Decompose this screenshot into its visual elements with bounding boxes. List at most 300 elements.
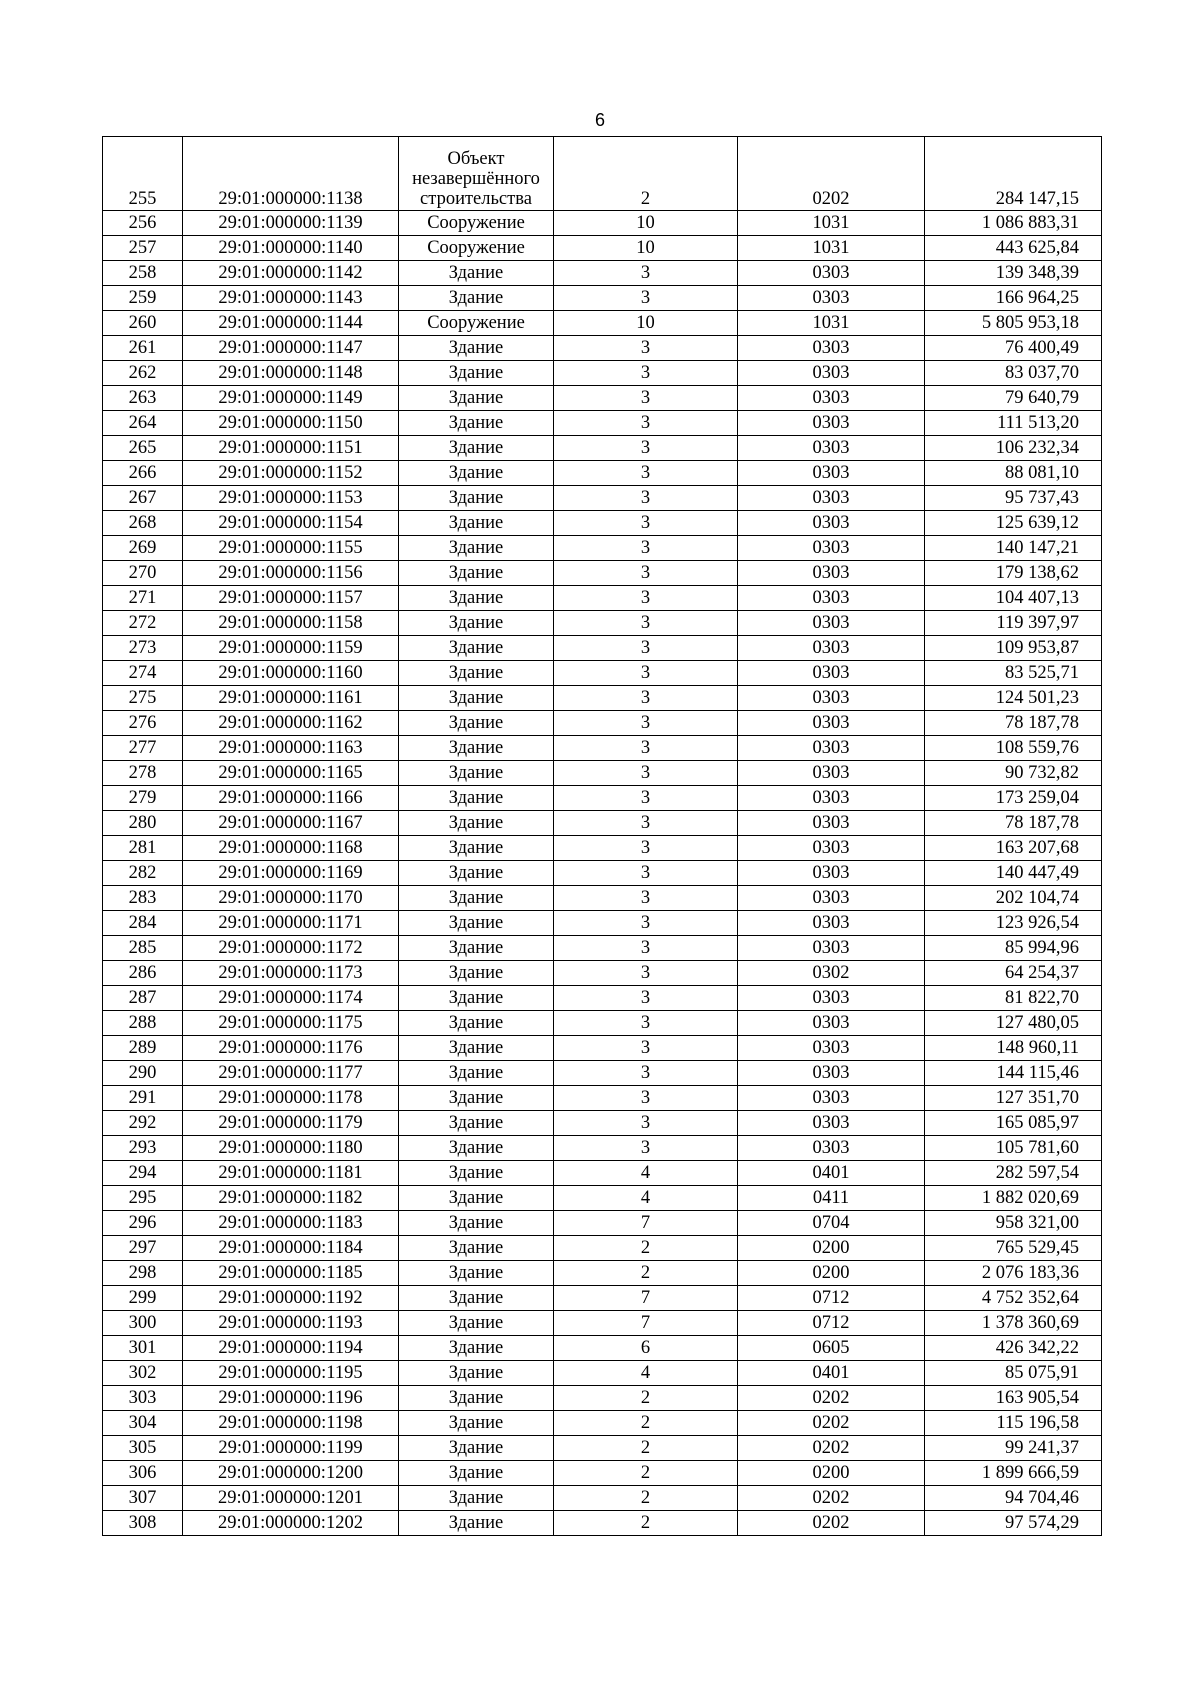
table-row <box>103 1161 1102 1186</box>
cadastral-number-cell: 29:01:000000:1175 <box>183 1011 399 1036</box>
object-type-cell: Здание <box>399 1511 554 1536</box>
row-number-cell: 271 <box>103 586 183 611</box>
table-row <box>103 1111 1102 1136</box>
object-type-cell: Здание <box>399 1211 554 1236</box>
value-cell: 1 086 883,31 <box>925 211 1102 236</box>
cadastral-number-cell: 29:01:000000:1154 <box>183 511 399 536</box>
object-type-cell: Сооружение <box>399 311 554 336</box>
row-number-cell: 296 <box>103 1211 183 1236</box>
cadastral-number-cell: 29:01:000000:1180 <box>183 1136 399 1161</box>
object-type-cell: Сооружение <box>399 236 554 261</box>
cadastral-number-cell: 29:01:000000:1150 <box>183 411 399 436</box>
code-cell: 0303 <box>738 336 925 361</box>
group-cell: 4 <box>554 1361 738 1386</box>
group-cell: 3 <box>554 536 738 561</box>
value-cell: 163 905,54 <box>925 1386 1102 1411</box>
table-row <box>103 1361 1102 1386</box>
code-cell: 0202 <box>738 1411 925 1436</box>
cadastral-number-cell: 29:01:000000:1153 <box>183 486 399 511</box>
code-cell: 0302 <box>738 961 925 986</box>
value-cell: 163 207,68 <box>925 836 1102 861</box>
object-type-cell: Здание <box>399 1086 554 1111</box>
code-cell: 0303 <box>738 861 925 886</box>
table-row <box>103 636 1102 661</box>
value-cell: 125 639,12 <box>925 511 1102 536</box>
code-cell: 0411 <box>738 1186 925 1211</box>
value-cell: 123 926,54 <box>925 911 1102 936</box>
row-number-cell: 273 <box>103 636 183 661</box>
value-cell: 83 037,70 <box>925 361 1102 386</box>
code-cell: 0202 <box>738 1486 925 1511</box>
code-cell: 0303 <box>738 461 925 486</box>
object-type-cell: Здание <box>399 1011 554 1036</box>
value-cell: 765 529,45 <box>925 1236 1102 1261</box>
object-type-cell: Здание <box>399 861 554 886</box>
value-cell: 1 899 666,59 <box>925 1461 1102 1486</box>
object-type-cell: Здание <box>399 586 554 611</box>
row-number-cell: 302 <box>103 1361 183 1386</box>
row-number-cell: 305 <box>103 1436 183 1461</box>
object-type-cell: Здание <box>399 661 554 686</box>
cadastral-number-cell: 29:01:000000:1172 <box>183 936 399 961</box>
object-type-cell: Здание <box>399 386 554 411</box>
object-type-cell: Здание <box>399 1236 554 1261</box>
cadastral-number-cell: 29:01:000000:1142 <box>183 261 399 286</box>
code-cell: 0303 <box>738 786 925 811</box>
registry-table <box>102 136 1102 1536</box>
table-row <box>103 1261 1102 1286</box>
cadastral-number-cell: 29:01:000000:1156 <box>183 561 399 586</box>
object-type-cell: Здание <box>399 336 554 361</box>
cadastral-number-cell: 29:01:000000:1192 <box>183 1286 399 1311</box>
value-cell: 127 351,70 <box>925 1086 1102 1111</box>
table-row <box>103 786 1102 811</box>
value-cell: 78 187,78 <box>925 811 1102 836</box>
table-row <box>103 961 1102 986</box>
row-number-cell: 298 <box>103 1261 183 1286</box>
value-cell: 119 397,97 <box>925 611 1102 636</box>
code-cell: 0303 <box>738 511 925 536</box>
group-cell: 2 <box>554 1261 738 1286</box>
table-row <box>103 986 1102 1011</box>
row-number-cell: 289 <box>103 1036 183 1061</box>
object-type-cell: Здание <box>399 811 554 836</box>
cadastral-number-cell: 29:01:000000:1148 <box>183 361 399 386</box>
value-cell: 106 232,34 <box>925 436 1102 461</box>
object-type-cell: Здание <box>399 436 554 461</box>
table-row <box>103 461 1102 486</box>
value-cell: 2 076 183,36 <box>925 1261 1102 1286</box>
object-type-cell: Здание <box>399 1411 554 1436</box>
code-cell: 0303 <box>738 661 925 686</box>
group-cell: 10 <box>554 211 738 236</box>
table-row <box>103 1311 1102 1336</box>
code-cell: 0704 <box>738 1211 925 1236</box>
cadastral-number-cell: 29:01:000000:1160 <box>183 661 399 686</box>
row-number-cell: 291 <box>103 1086 183 1111</box>
row-number-cell: 257 <box>103 236 183 261</box>
code-cell: 0303 <box>738 436 925 461</box>
value-cell: 109 953,87 <box>925 636 1102 661</box>
row-number-cell: 277 <box>103 736 183 761</box>
group-cell: 3 <box>554 1061 738 1086</box>
group-cell: 3 <box>554 1086 738 1111</box>
code-cell: 0303 <box>738 261 925 286</box>
table-row <box>103 586 1102 611</box>
cadastral-number-cell: 29:01:000000:1149 <box>183 386 399 411</box>
group-cell: 3 <box>554 886 738 911</box>
cadastral-number-cell: 29:01:000000:1201 <box>183 1486 399 1511</box>
row-number-cell: 275 <box>103 686 183 711</box>
object-type-cell: Здание <box>399 1136 554 1161</box>
row-number-cell: 268 <box>103 511 183 536</box>
object-type-cell: Здание <box>399 261 554 286</box>
value-cell: 202 104,74 <box>925 886 1102 911</box>
cadastral-number-cell: 29:01:000000:1174 <box>183 986 399 1011</box>
cadastral-number-cell: 29:01:000000:1199 <box>183 1436 399 1461</box>
group-cell: 4 <box>554 1186 738 1211</box>
cadastral-number-cell: 29:01:000000:1163 <box>183 736 399 761</box>
value-cell: 139 348,39 <box>925 261 1102 286</box>
code-cell: 0202 <box>738 1386 925 1411</box>
value-cell: 1 882 020,69 <box>925 1186 1102 1211</box>
value-cell: 97 574,29 <box>925 1511 1102 1536</box>
cadastral-number-cell: 29:01:000000:1184 <box>183 1236 399 1261</box>
code-cell: 0303 <box>738 1061 925 1086</box>
group-cell: 2 <box>554 1511 738 1536</box>
value-cell: 90 732,82 <box>925 761 1102 786</box>
table-row <box>103 611 1102 636</box>
object-type-cell: Здание <box>399 1336 554 1361</box>
cadastral-number-cell: 29:01:000000:1166 <box>183 786 399 811</box>
group-cell: 3 <box>554 586 738 611</box>
group-cell: 3 <box>554 461 738 486</box>
group-cell: 3 <box>554 261 738 286</box>
object-type-cell: Здание <box>399 1111 554 1136</box>
object-type-cell: Здание <box>399 1461 554 1486</box>
row-number-cell: 282 <box>103 861 183 886</box>
group-cell: 3 <box>554 811 738 836</box>
cadastral-number-cell: 29:01:000000:1183 <box>183 1211 399 1236</box>
registry-table-body <box>103 137 1102 1536</box>
table-row <box>103 1286 1102 1311</box>
value-cell: 124 501,23 <box>925 686 1102 711</box>
cadastral-number-cell: 29:01:000000:1167 <box>183 811 399 836</box>
table-row <box>103 1061 1102 1086</box>
group-cell: 3 <box>554 386 738 411</box>
page-number: 6 <box>594 110 605 130</box>
group-cell: 2 <box>554 137 738 211</box>
group-cell: 4 <box>554 1161 738 1186</box>
code-cell: 0303 <box>738 1136 925 1161</box>
value-cell: 148 960,11 <box>925 1036 1102 1061</box>
code-cell: 0605 <box>738 1336 925 1361</box>
row-number-cell: 294 <box>103 1161 183 1186</box>
row-number-cell: 288 <box>103 1011 183 1036</box>
object-type-cell: Здание <box>399 1486 554 1511</box>
code-cell: 0303 <box>738 761 925 786</box>
group-cell: 3 <box>554 511 738 536</box>
table-row <box>103 536 1102 561</box>
cadastral-number-cell: 29:01:000000:1140 <box>183 236 399 261</box>
table-row <box>103 861 1102 886</box>
cadastral-number-cell: 29:01:000000:1170 <box>183 886 399 911</box>
table-row <box>103 1386 1102 1411</box>
group-cell: 2 <box>554 1486 738 1511</box>
group-cell: 3 <box>554 661 738 686</box>
cadastral-number-cell: 29:01:000000:1158 <box>183 611 399 636</box>
object-type-cell: Здание <box>399 786 554 811</box>
row-number-cell: 264 <box>103 411 183 436</box>
code-cell: 0303 <box>738 1086 925 1111</box>
row-number-cell: 293 <box>103 1136 183 1161</box>
group-cell: 3 <box>554 286 738 311</box>
value-cell: 443 625,84 <box>925 236 1102 261</box>
object-type-cell: Сооружение <box>399 211 554 236</box>
object-type-cell: Здание <box>399 611 554 636</box>
group-cell: 3 <box>554 786 738 811</box>
group-cell: 7 <box>554 1286 738 1311</box>
group-cell: 3 <box>554 861 738 886</box>
cadastral-number-cell: 29:01:000000:1138 <box>183 137 399 211</box>
code-cell: 0303 <box>738 411 925 436</box>
code-cell: 0303 <box>738 536 925 561</box>
row-number-cell: 307 <box>103 1486 183 1511</box>
value-cell: 127 480,05 <box>925 1011 1102 1036</box>
cadastral-number-cell: 29:01:000000:1177 <box>183 1061 399 1086</box>
table-row <box>103 1136 1102 1161</box>
code-cell: 0401 <box>738 1361 925 1386</box>
value-cell: 140 147,21 <box>925 536 1102 561</box>
code-cell: 0303 <box>738 711 925 736</box>
code-cell: 1031 <box>738 236 925 261</box>
row-number-cell: 290 <box>103 1061 183 1086</box>
row-number-cell: 303 <box>103 1386 183 1411</box>
row-number-cell: 292 <box>103 1111 183 1136</box>
value-cell: 111 513,20 <box>925 411 1102 436</box>
code-cell: 0200 <box>738 1236 925 1261</box>
object-type-cell: Здание <box>399 686 554 711</box>
table-row <box>103 1186 1102 1211</box>
object-type-cell: Здание <box>399 1261 554 1286</box>
cadastral-number-cell: 29:01:000000:1193 <box>183 1311 399 1336</box>
value-cell: 958 321,00 <box>925 1211 1102 1236</box>
group-cell: 3 <box>554 361 738 386</box>
group-cell: 3 <box>554 836 738 861</box>
row-number-cell: 299 <box>103 1286 183 1311</box>
table-row <box>103 137 1102 211</box>
value-cell: 426 342,22 <box>925 1336 1102 1361</box>
table-row <box>103 286 1102 311</box>
cadastral-number-cell: 29:01:000000:1165 <box>183 761 399 786</box>
table-row <box>103 386 1102 411</box>
row-number-cell: 304 <box>103 1411 183 1436</box>
object-type-cell: Здание <box>399 636 554 661</box>
table-row <box>103 736 1102 761</box>
code-cell: 1031 <box>738 211 925 236</box>
cadastral-number-cell: 29:01:000000:1139 <box>183 211 399 236</box>
table-row <box>103 1411 1102 1436</box>
row-number-cell: 270 <box>103 561 183 586</box>
object-type-cell: Здание <box>399 1311 554 1336</box>
table-row <box>103 1486 1102 1511</box>
group-cell: 3 <box>554 1011 738 1036</box>
table-row <box>103 761 1102 786</box>
code-cell: 0303 <box>738 611 925 636</box>
group-cell: 3 <box>554 411 738 436</box>
value-cell: 76 400,49 <box>925 336 1102 361</box>
code-cell: 0303 <box>738 736 925 761</box>
value-cell: 88 081,10 <box>925 461 1102 486</box>
row-number-cell: 276 <box>103 711 183 736</box>
row-number-cell: 274 <box>103 661 183 686</box>
code-cell: 0712 <box>738 1311 925 1336</box>
object-type-cell: Здание <box>399 736 554 761</box>
value-cell: 81 822,70 <box>925 986 1102 1011</box>
object-type-cell: Здание <box>399 911 554 936</box>
row-number-cell: 301 <box>103 1336 183 1361</box>
cadastral-number-cell: 29:01:000000:1169 <box>183 861 399 886</box>
table-row <box>103 1436 1102 1461</box>
object-type-cell: Здание <box>399 1436 554 1461</box>
row-number-cell: 297 <box>103 1236 183 1261</box>
table-row <box>103 1211 1102 1236</box>
value-cell: 1 378 360,69 <box>925 1311 1102 1336</box>
table-row <box>103 1011 1102 1036</box>
group-cell: 3 <box>554 1136 738 1161</box>
object-type-cell: Здание <box>399 461 554 486</box>
group-cell: 3 <box>554 761 738 786</box>
code-cell: 0202 <box>738 137 925 211</box>
row-number-cell: 259 <box>103 286 183 311</box>
object-type-cell: Здание <box>399 1061 554 1086</box>
row-number-cell: 283 <box>103 886 183 911</box>
table-row <box>103 1461 1102 1486</box>
group-cell: 10 <box>554 311 738 336</box>
value-cell: 78 187,78 <box>925 711 1102 736</box>
value-cell: 95 737,43 <box>925 486 1102 511</box>
row-number-cell: 266 <box>103 461 183 486</box>
cadastral-number-cell: 29:01:000000:1176 <box>183 1036 399 1061</box>
table-row <box>103 711 1102 736</box>
cadastral-number-cell: 29:01:000000:1202 <box>183 1511 399 1536</box>
cadastral-number-cell: 29:01:000000:1182 <box>183 1186 399 1211</box>
group-cell: 3 <box>554 561 738 586</box>
value-cell: 144 115,46 <box>925 1061 1102 1086</box>
code-cell: 0303 <box>738 911 925 936</box>
code-cell: 0303 <box>738 586 925 611</box>
value-cell: 108 559,76 <box>925 736 1102 761</box>
table-row <box>103 1236 1102 1261</box>
value-cell: 5 805 953,18 <box>925 311 1102 336</box>
row-number-cell: 256 <box>103 211 183 236</box>
row-number-cell: 258 <box>103 261 183 286</box>
code-cell: 0202 <box>738 1511 925 1536</box>
code-cell: 0303 <box>738 286 925 311</box>
code-cell: 0303 <box>738 886 925 911</box>
object-type-cell: Здание <box>399 711 554 736</box>
object-type-cell: Здание <box>399 1036 554 1061</box>
row-number-cell: 278 <box>103 761 183 786</box>
object-type-cell: Здание <box>399 986 554 1011</box>
code-cell: 0303 <box>738 561 925 586</box>
group-cell: 3 <box>554 911 738 936</box>
cadastral-number-cell: 29:01:000000:1195 <box>183 1361 399 1386</box>
code-cell: 0303 <box>738 936 925 961</box>
value-cell: 99 241,37 <box>925 1436 1102 1461</box>
group-cell: 6 <box>554 1336 738 1361</box>
cadastral-number-cell: 29:01:000000:1161 <box>183 686 399 711</box>
row-number-cell: 262 <box>103 361 183 386</box>
row-number-cell: 260 <box>103 311 183 336</box>
code-cell: 0200 <box>738 1261 925 1286</box>
table-row <box>103 661 1102 686</box>
object-type-cell: Здание <box>399 836 554 861</box>
table-row <box>103 311 1102 336</box>
object-type-cell: Здание <box>399 1361 554 1386</box>
object-type-cell: Здание <box>399 536 554 561</box>
table-row <box>103 811 1102 836</box>
object-type-cell: Здание <box>399 886 554 911</box>
row-number-cell: 267 <box>103 486 183 511</box>
row-number-cell: 269 <box>103 536 183 561</box>
row-number-cell: 261 <box>103 336 183 361</box>
value-cell: 4 752 352,64 <box>925 1286 1102 1311</box>
group-cell: 3 <box>554 936 738 961</box>
table-row <box>103 686 1102 711</box>
row-number-cell: 286 <box>103 961 183 986</box>
row-number-cell: 308 <box>103 1511 183 1536</box>
cadastral-number-cell: 29:01:000000:1198 <box>183 1411 399 1436</box>
cadastral-number-cell: 29:01:000000:1144 <box>183 311 399 336</box>
value-cell: 140 447,49 <box>925 861 1102 886</box>
table-row <box>103 436 1102 461</box>
cadastral-number-cell: 29:01:000000:1147 <box>183 336 399 361</box>
table-row <box>103 886 1102 911</box>
row-number-cell: 300 <box>103 1311 183 1336</box>
cadastral-number-cell: 29:01:000000:1152 <box>183 461 399 486</box>
code-cell: 0303 <box>738 811 925 836</box>
cadastral-number-cell: 29:01:000000:1200 <box>183 1461 399 1486</box>
group-cell: 3 <box>554 961 738 986</box>
cadastral-number-cell: 29:01:000000:1194 <box>183 1336 399 1361</box>
group-cell: 7 <box>554 1311 738 1336</box>
code-cell: 0712 <box>738 1286 925 1311</box>
row-number-cell: 284 <box>103 911 183 936</box>
value-cell: 85 994,96 <box>925 936 1102 961</box>
code-cell: 0303 <box>738 486 925 511</box>
group-cell: 3 <box>554 986 738 1011</box>
group-cell: 3 <box>554 636 738 661</box>
cadastral-number-cell: 29:01:000000:1173 <box>183 961 399 986</box>
cadastral-number-cell: 29:01:000000:1196 <box>183 1386 399 1411</box>
object-type-cell: Здание <box>399 511 554 536</box>
group-cell: 3 <box>554 1036 738 1061</box>
table-row <box>103 361 1102 386</box>
cadastral-number-cell: 29:01:000000:1151 <box>183 436 399 461</box>
code-cell: 0303 <box>738 636 925 661</box>
code-cell: 1031 <box>738 311 925 336</box>
cadastral-number-cell: 29:01:000000:1168 <box>183 836 399 861</box>
table-row <box>103 1511 1102 1536</box>
row-number-cell: 280 <box>103 811 183 836</box>
object-type-cell: Здание <box>399 1161 554 1186</box>
group-cell: 3 <box>554 486 738 511</box>
group-cell: 3 <box>554 436 738 461</box>
cadastral-number-cell: 29:01:000000:1155 <box>183 536 399 561</box>
value-cell: 105 781,60 <box>925 1136 1102 1161</box>
group-cell: 3 <box>554 686 738 711</box>
